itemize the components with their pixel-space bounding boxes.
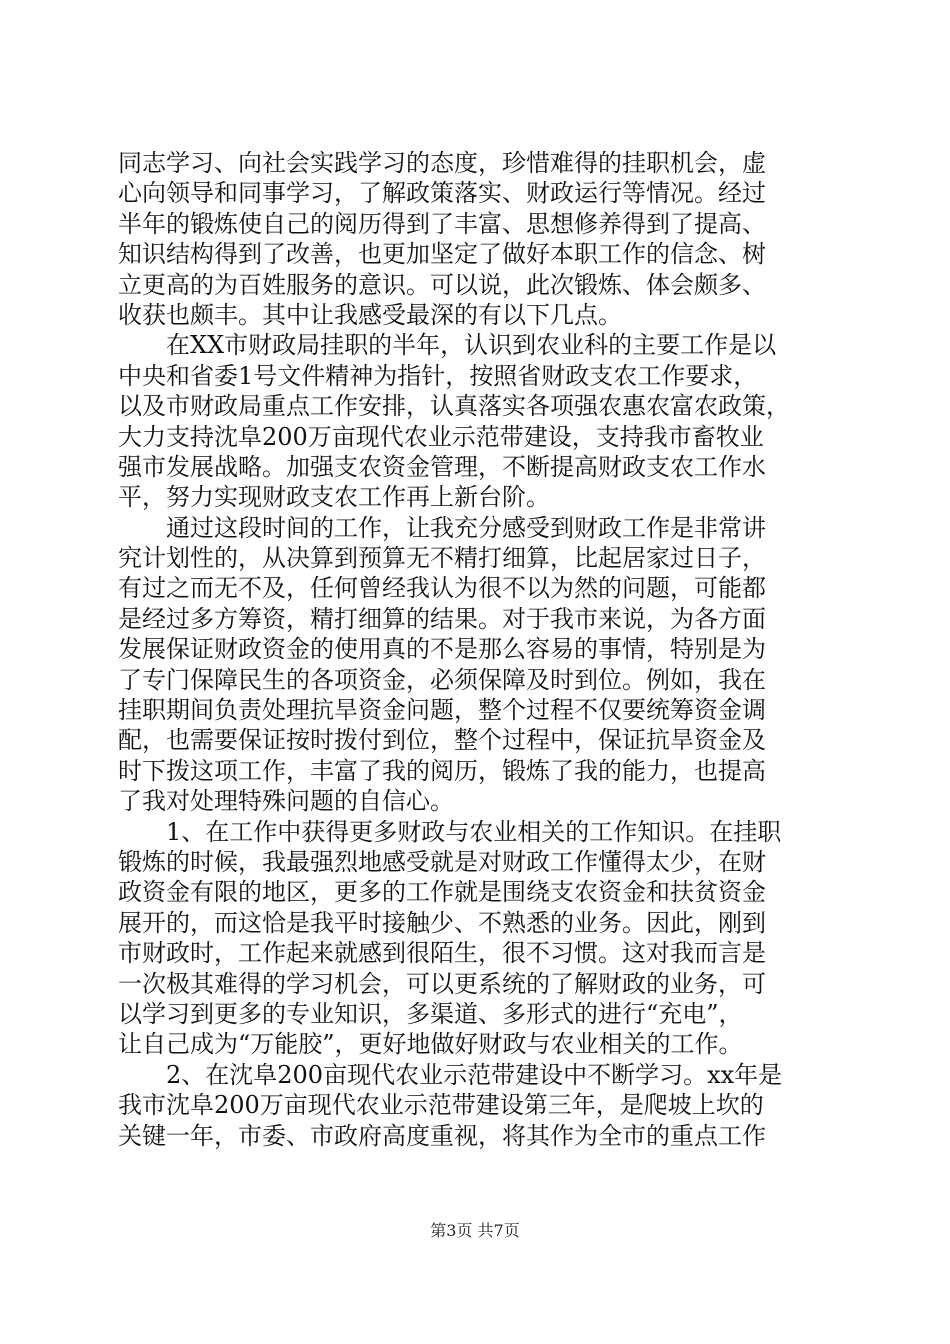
text-line: 以及市财政局重点工作安排，认真落实各项强农惠农富农政策， <box>118 392 790 421</box>
text-line: 一次极其难得的学习机会，可以更系统的了解财政的业务，可 <box>118 969 766 998</box>
paragraph <box>118 1060 838 1151</box>
text-line: 在XX市财政局挂职的半年，认识到农业科的主要工作是以 <box>166 331 777 360</box>
text-line: 平，努力实现财政支农工作再上新台阶。 <box>118 483 550 512</box>
text-line: 了我对处理特殊问题的自信心。 <box>118 787 454 816</box>
text-line: 了专门保障民生的各项资金，必须保障及时到位。例如，我在 <box>118 665 766 694</box>
text-line: 同志学习、向社会实践学习的态度，珍惜难得的挂职机会，虚 <box>118 149 766 177</box>
document-body <box>118 148 838 1151</box>
text-line: 半年的锻炼使自己的阅历得到了丰富、思想修养得到了提高、 <box>118 209 766 238</box>
text-line: 挂职期间负责处理抗旱资金问题，整个过程不仅要统筹资金调 <box>118 696 766 725</box>
text-line: 以学习到更多的专业知识，多渠道、多形式的进行“充电”， <box>118 999 743 1028</box>
paragraph <box>118 330 838 512</box>
paragraph <box>118 148 838 330</box>
text-line: 关键一年，市委、市政府高度重视，将其作为全市的重点工作 <box>118 1121 766 1150</box>
text-line: 发展保证财政资金的使用真的不是那么容易的事情，特别是为 <box>118 635 766 664</box>
text-line: 市财政时，工作起来就感到很陌生，很不习惯。这对我而言是 <box>118 939 766 968</box>
text-line: 心向领导和同事学习，了解政策落实、财政运行等情况。经过 <box>118 179 766 208</box>
text-line: 时下拨这项工作，丰富了我的阅历，锻炼了我的能力，也提高 <box>118 756 766 785</box>
text-line: 大力支持沈阜200万亩现代农业示范带建设，支持我市畜牧业 <box>118 422 764 451</box>
text-line: 中央和省委1号文件精神为指针，按照省财政支农工作要求， <box>118 361 758 390</box>
text-line: 是经过多方筹资，精打细算的结果。对于我市来说，为各方面 <box>118 604 766 633</box>
text-line: 收获也颇丰。其中让我感受最深的有以下几点。 <box>118 300 622 329</box>
paragraph <box>118 817 838 1060</box>
text-line: 究计划性的，从决算到预算无不精打细算，比起居家过日子， <box>118 544 766 573</box>
text-line: 配，也需要保证按时拨付到位，整个过程中，保证抗旱资金及 <box>118 726 766 755</box>
text-line: 我市沈阜200万亩现代农业示范带建设第三年，是爬坡上坎的 <box>118 1091 764 1120</box>
text-line: 知识结构得到了改善，也更加坚定了做好本职工作的信念、树 <box>118 240 766 269</box>
text-line: 展开的，而这恰是我平时接触少、不熟悉的业务。因此，刚到 <box>118 908 766 937</box>
paragraph <box>118 513 838 817</box>
text-line: 立更高的为百姓服务的意识。可以说，此次锻炼、体会颇多、 <box>118 270 766 299</box>
text-line: 强市发展战略。加强支农资金管理，不断提高财政支农工作水 <box>118 452 766 481</box>
text-line: 2、在沈阜200亩现代农业示范带建设中不断学习。xx年是 <box>166 1060 783 1089</box>
page-footer: 第3页 共7页 <box>430 1221 520 1240</box>
text-line: 1、在工作中获得更多财政与农业相关的工作知识。在挂职 <box>166 817 782 846</box>
text-line: 让自己成为“万能胶”，更好地做好财政与农业相关的工作。 <box>118 1030 743 1059</box>
text-line: 政资金有限的地区，更多的工作就是围绕支农资金和扶贫资金 <box>118 878 766 907</box>
text-line: 通过这段时间的工作，让我充分感受到财政工作是非常讲 <box>166 513 766 542</box>
text-line: 锻炼的时候，我最强烈地感受就是对财政工作懂得太少，在财 <box>118 847 766 876</box>
text-line: 有过之而无不及，任何曾经我认为很不以为然的问题，可能都 <box>118 574 766 603</box>
